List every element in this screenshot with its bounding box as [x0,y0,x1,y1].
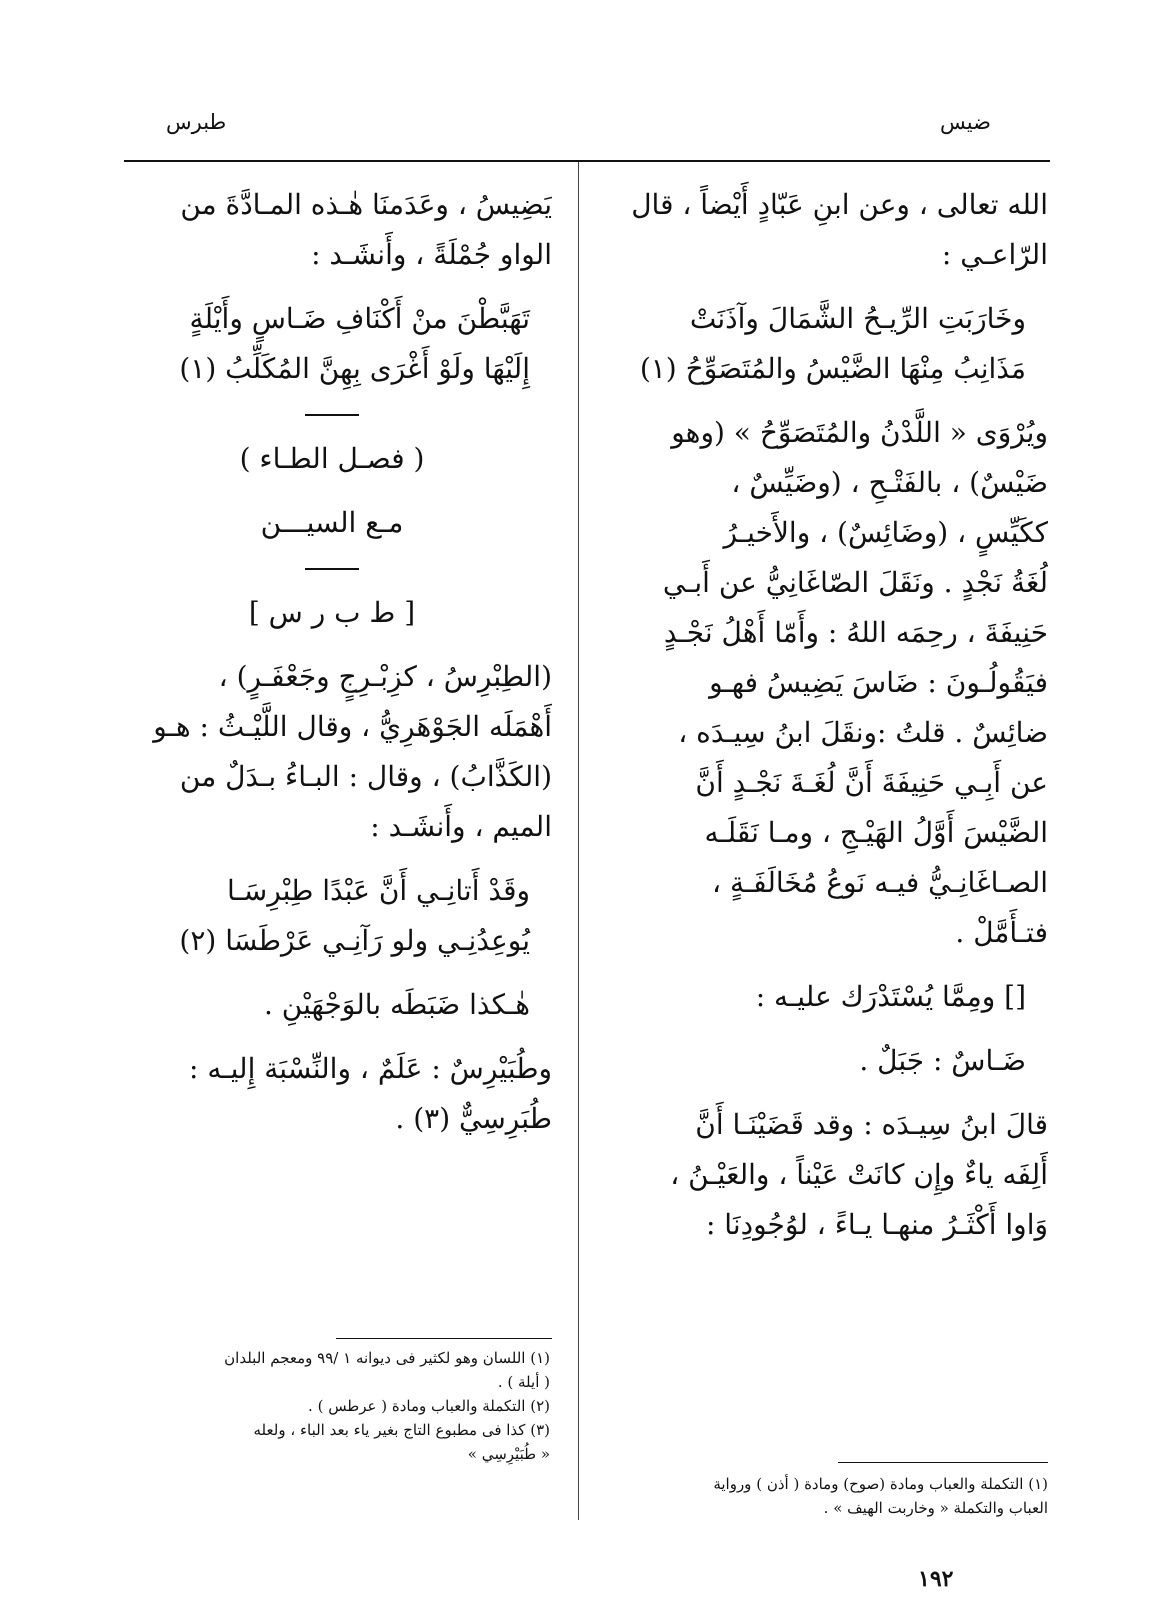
footnote-line: العباب والتكملة « وخاربت الهيف » . [823,1499,1048,1517]
text-line: (الطِبْرِسُ ، كزِبْـرِجٍ وجَعْفَـرٍ) ، [218,660,552,693]
text-line: ككَيِّسٍ ، (وضَائِسٌ) ، والأَخيـرُ [723,516,1048,549]
separator-rule [305,414,359,416]
text-line: الواو جُمْلَةً ، وأَنشَـد : [311,238,552,271]
text-line: (الكَذَّابُ) ، وقال : البـاءُ بـدَلٌ من [179,760,552,793]
left-column [112,180,552,1144]
footnote-rule-left [336,1338,552,1339]
text-line: الصـاغَانِـيُّ فيـه نَوعُ مُخَالَفَـةٍ ، [712,866,1048,899]
entry-line: ضَـاسٌ : جَبَلٌ . [859,1044,1026,1077]
verse-line: يُوعِدُنِـي ولو رَآنِـي عَرْطَسَا (٢) [179,924,530,957]
text-line: أَهْمَلَه الجَوْهَرِيُّ ، وقال اللَّيْـثُ : هـو [153,710,552,743]
section-title: ( فصـل الطـاء ) [239,442,425,475]
footnote-rule-right [838,1462,1048,1463]
text-line: فيَقُولُـونَ : ضَاسَ يَضِيسُ فهـو [709,666,1048,699]
header-right-word: ضيس [940,110,991,134]
text-line: ضَيْسٌ) ، بالفَتْـحِ ، (وضَيِّسٌ ، [731,466,1048,499]
right-column [614,180,1048,1250]
footnote-line: (١) التكملة والعباب ومادة (صوح) ومادة ( أذن ) ورواية [713,1475,1048,1493]
text-line: وطُبَيْرِسٌ : عَلَمٌ ، والنِّسْبَة إِليـه : [189,1052,552,1085]
header-left-word: طبرس [166,110,227,134]
text-line: ضائِسٌ . قلتُ :ونقَلَ ابنُ سِيـدَه ، [678,716,1048,749]
column-separator [578,162,579,1520]
text-line: قالَ ابنُ سِيـدَه : وقد قَضَيْنَـا أَنَّ [695,1108,1048,1141]
root-heading: [ ط ب ر س ] [248,596,416,629]
verse-line: تَهَبَّطْنَ منْ أَكْنَافِ ضَـاسٍ وأَيْلَةٍ [189,302,530,335]
text-line: أَلِفَه ياءٌ وإِن كانَتْ عَيْناً ، والعَيْـنُ ، [670,1158,1048,1191]
text-line: الميم ، وأَنشَـد : [370,810,552,843]
verse-line: وخَارَبَتِ الرِّيـحُ الشَّمَالَ وآذَنَتْ [689,302,1026,335]
text-line: الضَّيْسَ أَوَّلُ الهَيْـجِ ، ومـا نَقَلَـه [704,816,1048,849]
page-number: ١٩٢ [918,1566,954,1592]
text-line: فتـأَمَّلْ . [955,916,1048,949]
footnote-line: ( أيلة ) . [497,1373,550,1391]
text-line: لُغَةُ نَجْدٍ . ونَقَلَ الصّاغَانِيُّ عن أَبـي [662,566,1048,599]
header-rule [124,160,1050,162]
footnote-line: (٣) كذا فى مطبوع التاج بغير ياء بعد الباء ، ولعله [253,1421,550,1439]
section-subtitle: مـع السيـــن [260,506,404,539]
text-line: وَاوا أَكْثَـرُ منهـا يـاءً ، لوُجُودِنَا : [705,1208,1048,1241]
footnote-line: (٢) التكملة والعباب ومادة ( عرطس ) . [308,1397,550,1415]
verse-line: وقَدْ أَتانِـي أَنَّ عَبْدًا طِبْرِسَـا [227,874,530,907]
mustadrak-line: [] ومِمَّا يُسْتَدْرَك عليـه : [755,980,1026,1013]
note-line: هٰـكذا ضَبَطَه بالوَجْهَيْنِ . [263,988,530,1021]
footnote-line: « طُبَيْرِسِي » [467,1445,550,1463]
footnote-line: (١) اللسان وهو لكثير فى ديوانه ١ /٩٩ ومعجم البلدان [224,1349,550,1367]
text-line: الله تعالى ، وعن ابنِ عَبّادٍ أَيْضاً ، قال [631,188,1048,221]
text-line: حَنِيفَةَ ، رحِمَه اللهُ : وأَمّا أَهْلُ نَجْـدٍ [663,616,1048,649]
footnotes-left [110,1346,550,1466]
footnotes-right [612,1472,1048,1520]
verse-line: إِلَيْهَا ولَوْ أَغْرَى بِهِنَّ المُكَلِّبُ (١) [179,352,530,385]
text-line: ويُرْوَى « اللَّدْنُ والمُتَصَوِّحُ » (وهو [671,416,1048,449]
verse-line: مَذَانِبُ مِنْهَا الضَّيْسُ والمُتَصَوِّحُ (١) [639,352,1026,385]
text-line: عن أَبِـي حَنِيفَةَ أَنَّ لُغَـةَ نَجْـدٍ أَنَّ [695,766,1048,799]
text-line: الرّاعـي : [941,238,1048,271]
text-line: يَضِيسُ ، وعَدَمنَا هٰـذه المـادَّةَ من [180,188,552,221]
text-line: طُبَرِسِيٌّ (٣) . [395,1102,552,1135]
separator-rule [305,568,359,570]
